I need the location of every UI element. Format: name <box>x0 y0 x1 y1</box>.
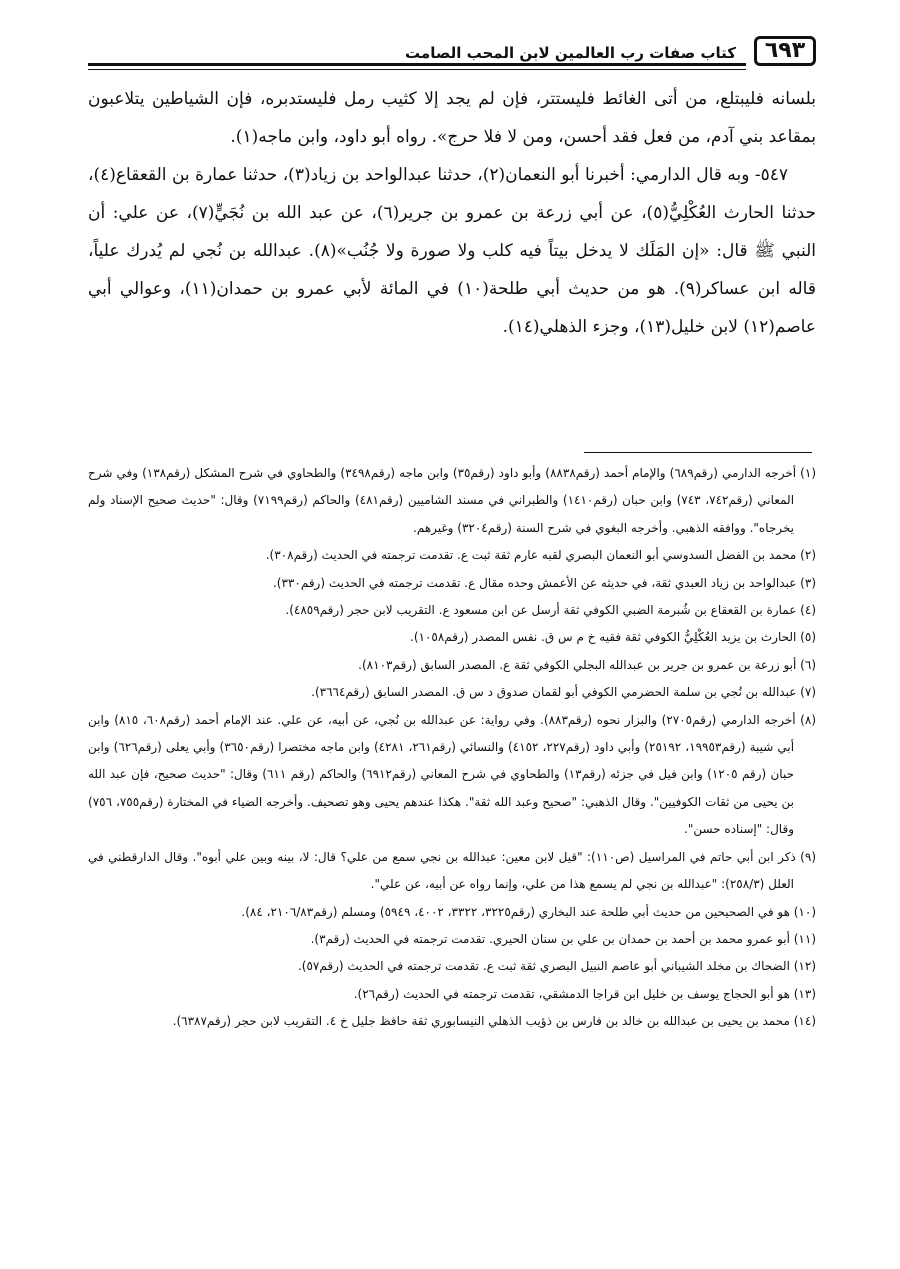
footnote-4: (٤) عمارة بن القعقاع بن شُبرمة الضبي الكوفي ثقة أرسل عن ابن مسعود ع. التقريب لابن حجر (رقم٤٨٥٩). <box>285 603 816 618</box>
footnote-6: (٦) أبو زرعة بن عمرو بن جرير بن عبدالله البجلي الكوفي ثقة ع. المصدر السابق (رقم٨١٠٣). <box>358 657 816 672</box>
footnote-separator <box>584 452 812 453</box>
footnotes <box>88 460 816 1036</box>
footnote-3: (٣) عبدالواحد بن زياد العبدي ثقة، في حديثه عن الأعمش وحده مقال ع. تقدمت ترجمته في الحديث (رقم٣٣٠). <box>272 575 816 590</box>
page-number: ٦٩٣ <box>754 36 816 66</box>
header-rule-thin <box>88 69 746 70</box>
footnote-11: (١١) أبو عمرو محمد بن أحمد بن حمدان بن علي بن سنان الحيري. تقدمت ترجمته في الحديث (رقم٣). <box>310 931 816 946</box>
footnote-10: (١٠) هو في الصحيحين من حديث أبي طلحة عند البخاري (رقم٣٢٢٥، ٣٣٢٢، ٤٠٠٢، ٥٩٤٩) ومسلم (رقم٢١٠٦/٨٣، ٨٤). <box>241 904 816 919</box>
paragraph-1: بلسانه فليبتلع، من أتى الغائط فليستتر، فإن لم يجد إلا كثيب رمل فليستدبره، فإن الشياطين يتلاعبون بمقاعد بني آدم، من فعل فقد أحسن، ومن لا فلا حرج». رواه أبو داود، وابن ماجه(١). <box>88 89 816 147</box>
footnote-2: (٢) محمد بن الفضل السدوسي أبو النعمان البصري لقبه عارم ثقة ثبت ع. تقدمت ترجمته في الحديث (رقم٣٠٨). <box>265 548 816 563</box>
footnote-14: (١٤) محمد بن يحيى بن عبدالله بن خالد بن فارس بن ذؤيب الذهلي النيسابوري ثقة حافظ جليل خ ٤. التقريب لابن حجر (رقم٦٣٨٧). <box>172 1014 816 1029</box>
paragraph-2: ٥٤٧- وبه قال الدارمي: أخبرنا أبو النعمان(٢)، حدثنا عبدالواحد بن زياد(٣)، حدثنا عمارة بن القعقاع(٤)، حدثنا الحارث العُكْلِيُّ(٥)، عن أبي زرعة بن عمرو بن جرير(٦)، عن عبد الله بن نُجَيٍّ(٧)، عن علي: أن النبي ﷺ قال: «إن المَلَك لا يدخل بيتاً فيه كلب ولا صورة ولا جُنُب»(٨). عبدالله بن نُجي لم يُدرك علياً، قاله ابن عساكر(٩). هو من حديث أبي طلحة(١٠) في المائة لأبي عمرو بن حمدان(١١)، وعوالي أبي عاصم(١٢) لابن خليل(١٣)، وجزء الذهلي(١٤). <box>88 165 816 337</box>
footnote-12: (١٢) الضحاك بن مخلد الشيباني أبو عاصم النبيل البصري ثقة ثبت ع. تقدمت ترجمته في الحديث (رقم٥٧). <box>297 959 816 974</box>
book-title: كتاب صفات رب العالمين لابن المحب الصامت <box>405 44 736 62</box>
footnote-7: (٧) عبدالله بن نُجي بن سلمة الحضرمي الكوفي أبو لقمان صدوق د س ق. المصدر السابق (رقم٣٦٦٤). <box>311 685 816 700</box>
footnote-5: (٥) الحارث بن يزيد العُكْلِيُّ الكوفي ثقة فقيه خ م س ق. نفس المصدر (رقم١٠٥٨). <box>410 630 816 645</box>
footnote-13: (١٣) هو أبو الحجاج يوسف بن خليل ابن قراجا الدمشقي، تقدمت ترجمته في الحديث (رقم٢٦). <box>353 986 816 1001</box>
footnote-8: (٨) أخرجه الدارمي (رقم٢٧٠٥) والبزار نحوه (رقم٨٨٣). وفي رواية: عن عبدالله بن نُجي، عن أبيه، عن علي. عند الإمام أحمد (رقم٦٠٨، ٨١٥) وابن أبي شيبة (رقم١٩٩٥٣، ٢٥١٩٢) وأبي داود (رقم٢٢٧، ٤١٥٢) والنسائي (رقم٢٦١، ٤٢٨١) وابن ماجه مختصرا (رقم٣٦٥٠) وأبي يعلى (رقم٦٢٦) وابن حبان (رقم ١٢٠٥) وابن فيل في جزئه (رقم١٣) والطحاوي في شرح المعاني (رقم٦٩١٢) والحاكم (رقم ٦١١) وقال: "حديث صحيح، فإن عبد الله بن يحيى من ثقات الكوفيين". وقال الذهبي: "صحيح وعبد الله ثقة". هكذا عندهم يحيى وهو تصحيف. وأخرجه الضياء في المختارة (رقم٧٥٥، ٧٥٦) وقال: "إسناده حسن". <box>88 712 817 837</box>
header-rule <box>88 63 746 66</box>
main-text <box>88 80 816 346</box>
footnote-1: (١) أخرجه الدارمي (رقم٦٨٩) والإمام أحمد (رقم٨٨٣٨) وأبو داود (رقم٣٥) وابن ماجه (رقم٣٤٩٨) والطحاوي في شرح المشكل (رقم١٣٨) وفي شرح المعاني (رقم٧٤٢، ٧٤٣) وابن حبان (رقم١٤١٠) والطبراني في مسند الشاميين (رقم٤٨١) والحاكم (رقم٧١٩٩) وقال: "حديث صحيح الإسناد ولم يخرجاه". ووافقه الذهبي. وأخرجه البغوي في شرح السنة (رقم٣٢٠٤) وغيرهم. <box>88 466 816 535</box>
footnote-9: (٩) ذكر ابن أبي حاتم في المراسيل (ص١١٠): "قيل لابن معين: عبدالله بن نجي سمع من علي؟ قال: لا، بينه وبين علي أبوه". وقال الدارقطني في العلل (٢٥٨/٣): "عبدالله بن نجي لم يسمع هذا من علي، وإنما رواه عن أبيه، عن علي". <box>88 849 816 892</box>
page-header <box>88 36 816 72</box>
